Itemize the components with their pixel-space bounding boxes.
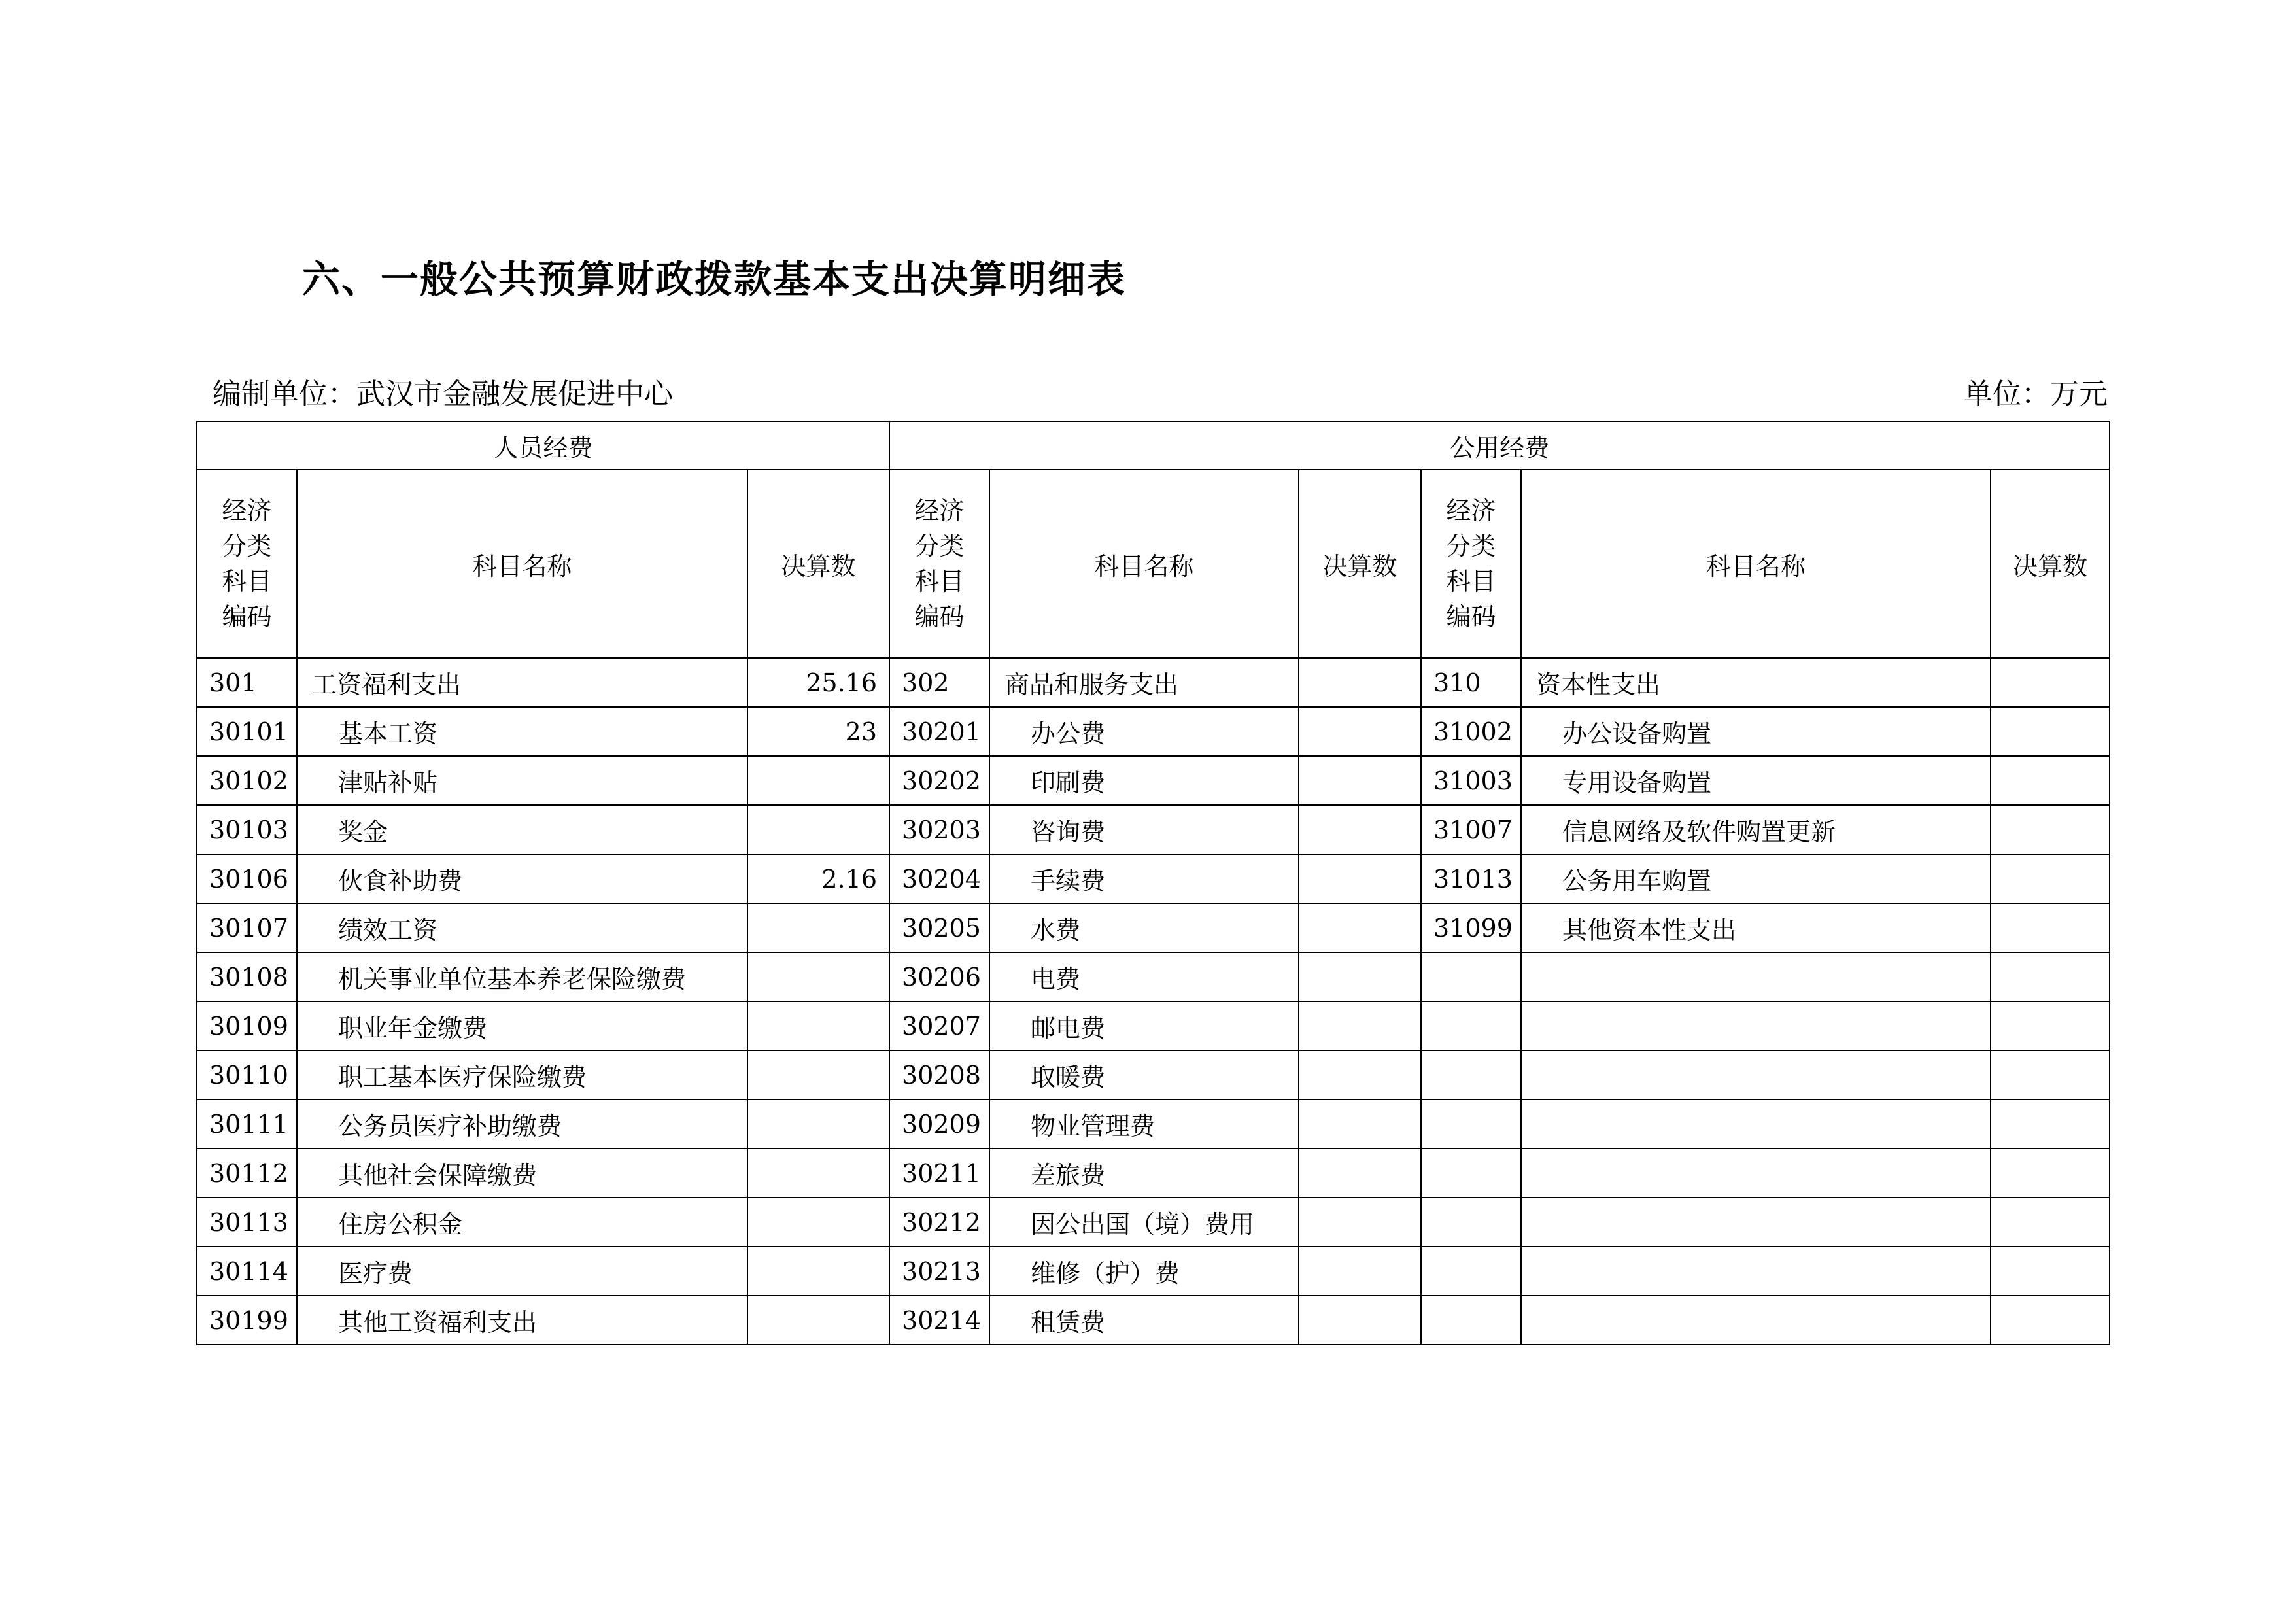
personnel-name-cell: 津贴补贴	[297, 756, 747, 805]
personnel-name-cell: 公务员医疗补助缴费	[297, 1099, 747, 1149]
goods-services-name-cell: 咨询费	[989, 805, 1299, 854]
table-row	[197, 707, 2110, 756]
personnel-amount-cell	[747, 1050, 889, 1099]
table-body	[197, 658, 2110, 1345]
personnel-name-cell: 机关事业单位基本养老保险缴费	[297, 952, 747, 1001]
capital-code-cell	[1421, 1247, 1521, 1296]
goods-services-amount-cell	[1299, 1296, 1421, 1345]
table-row	[197, 756, 2110, 805]
table-row	[197, 1198, 2110, 1247]
capital-name-cell: 资本性支出	[1521, 658, 1991, 707]
personnel-name-cell: 其他工资福利支出	[297, 1296, 747, 1345]
col-header-name: 科目名称	[297, 470, 747, 658]
personnel-amount-cell	[747, 952, 889, 1001]
personnel-code-cell: 30111	[197, 1099, 297, 1149]
goods-services-amount-cell	[1299, 1001, 1421, 1050]
capital-name-cell: 其他资本性支出	[1521, 903, 1991, 952]
table-row	[197, 1050, 2110, 1099]
capital-code-cell: 31002	[1421, 707, 1521, 756]
capital-amount-cell	[1991, 1149, 2110, 1198]
capital-amount-cell	[1991, 756, 2110, 805]
personnel-code-cell: 301	[197, 658, 297, 707]
personnel-name-cell: 工资福利支出	[297, 658, 747, 707]
personnel-name-cell: 其他社会保障缴费	[297, 1149, 747, 1198]
goods-services-name-cell: 维修（护）费	[989, 1247, 1299, 1296]
goods-services-amount-cell	[1299, 1198, 1421, 1247]
col-header-amount: 决算数	[1299, 470, 1421, 658]
capital-amount-cell	[1991, 1099, 2110, 1149]
capital-code-cell	[1421, 1149, 1521, 1198]
goods-services-name-cell: 印刷费	[989, 756, 1299, 805]
personnel-code-cell: 30113	[197, 1198, 297, 1247]
column-header-row	[197, 470, 2110, 658]
table-row	[197, 854, 2110, 903]
page-title: 六、一般公共预算财政拨款基本支出决算明细表	[302, 257, 1127, 302]
goods-services-name-cell: 邮电费	[989, 1001, 1299, 1050]
group-header-row	[197, 421, 2110, 470]
personnel-code-cell: 30103	[197, 805, 297, 854]
col-header-code: 经济 分类 科目 编码	[889, 470, 989, 658]
goods-services-amount-cell	[1299, 756, 1421, 805]
col-header-amount: 决算数	[1991, 470, 2110, 658]
capital-amount-cell	[1991, 952, 2110, 1001]
capital-code-cell: 31007	[1421, 805, 1521, 854]
col-header-name: 科目名称	[989, 470, 1299, 658]
goods-services-code-cell: 30212	[889, 1198, 989, 1247]
table-row	[197, 1149, 2110, 1198]
goods-services-code-cell: 30208	[889, 1050, 989, 1099]
personnel-name-cell: 伙食补助费	[297, 854, 747, 903]
col-header-code: 经济 分类 科目 编码	[197, 470, 297, 658]
personnel-amount-cell: 23	[747, 707, 889, 756]
personnel-code-cell: 30199	[197, 1296, 297, 1345]
compiling-unit: 编制单位：武汉市金融发展促进中心	[213, 377, 673, 411]
goods-services-code-cell: 30205	[889, 903, 989, 952]
capital-amount-cell	[1991, 1247, 2110, 1296]
capital-code-cell	[1421, 1001, 1521, 1050]
goods-services-code-cell: 30213	[889, 1247, 989, 1296]
goods-services-code-cell: 30211	[889, 1149, 989, 1198]
goods-services-name-cell: 租赁费	[989, 1296, 1299, 1345]
capital-code-cell	[1421, 1050, 1521, 1099]
goods-services-name-cell: 办公费	[989, 707, 1299, 756]
goods-services-code-cell: 30203	[889, 805, 989, 854]
goods-services-code-cell: 30207	[889, 1001, 989, 1050]
goods-services-name-cell: 水费	[989, 903, 1299, 952]
capital-name-cell	[1521, 1099, 1991, 1149]
capital-code-cell	[1421, 1296, 1521, 1345]
capital-amount-cell	[1991, 854, 2110, 903]
capital-amount-cell	[1991, 658, 2110, 707]
capital-code-cell: 310	[1421, 658, 1521, 707]
goods-services-name-cell: 差旅费	[989, 1149, 1299, 1198]
capital-amount-cell	[1991, 805, 2110, 854]
capital-name-cell: 办公设备购置	[1521, 707, 1991, 756]
personnel-code-cell: 30114	[197, 1247, 297, 1296]
goods-services-name-cell: 商品和服务支出	[989, 658, 1299, 707]
personnel-amount-cell	[747, 1247, 889, 1296]
capital-amount-cell	[1991, 707, 2110, 756]
personnel-name-cell: 绩效工资	[297, 903, 747, 952]
table-row	[197, 1099, 2110, 1149]
personnel-amount-cell	[747, 1001, 889, 1050]
goods-services-amount-cell	[1299, 658, 1421, 707]
personnel-amount-cell	[747, 1099, 889, 1149]
personnel-code-cell: 30108	[197, 952, 297, 1001]
goods-services-code-cell: 30209	[889, 1099, 989, 1149]
goods-services-amount-cell	[1299, 854, 1421, 903]
table-row	[197, 1247, 2110, 1296]
goods-services-amount-cell	[1299, 1149, 1421, 1198]
personnel-name-cell: 职业年金缴费	[297, 1001, 747, 1050]
personnel-code-cell: 30110	[197, 1050, 297, 1099]
unit-of-measure: 单位：万元	[1964, 377, 2108, 411]
col-header-amount: 决算数	[747, 470, 889, 658]
table-row	[197, 658, 2110, 707]
personnel-code-cell: 30112	[197, 1149, 297, 1198]
goods-services-amount-cell	[1299, 707, 1421, 756]
group-public-header: 公用经费	[889, 421, 2110, 470]
goods-services-amount-cell	[1299, 1050, 1421, 1099]
capital-amount-cell	[1991, 1296, 2110, 1345]
personnel-amount-cell	[747, 1296, 889, 1345]
group-personnel-header: 人员经费	[197, 421, 889, 470]
goods-services-code-cell: 30202	[889, 756, 989, 805]
personnel-amount-cell: 25.16	[747, 658, 889, 707]
personnel-amount-cell	[747, 903, 889, 952]
capital-name-cell	[1521, 1198, 1991, 1247]
capital-amount-cell	[1991, 1198, 2110, 1247]
capital-name-cell	[1521, 1296, 1991, 1345]
personnel-name-cell: 基本工资	[297, 707, 747, 756]
personnel-amount-cell	[747, 1198, 889, 1247]
budget-detail-table	[196, 421, 2110, 1345]
table-row	[197, 903, 2110, 952]
goods-services-name-cell: 取暖费	[989, 1050, 1299, 1099]
capital-code-cell: 31013	[1421, 854, 1521, 903]
goods-services-amount-cell	[1299, 1099, 1421, 1149]
table-row	[197, 1001, 2110, 1050]
goods-services-name-cell: 物业管理费	[989, 1099, 1299, 1149]
capital-code-cell	[1421, 1198, 1521, 1247]
table-row	[197, 1296, 2110, 1345]
personnel-code-cell: 30101	[197, 707, 297, 756]
goods-services-name-cell: 电费	[989, 952, 1299, 1001]
table-row	[197, 805, 2110, 854]
goods-services-code-cell: 30214	[889, 1296, 989, 1345]
capital-name-cell	[1521, 1050, 1991, 1099]
personnel-amount-cell	[747, 1149, 889, 1198]
goods-services-code-cell: 30204	[889, 854, 989, 903]
capital-amount-cell	[1991, 1050, 2110, 1099]
goods-services-code-cell: 30206	[889, 952, 989, 1001]
capital-amount-cell	[1991, 903, 2110, 952]
personnel-code-cell: 30107	[197, 903, 297, 952]
capital-code-cell	[1421, 952, 1521, 1001]
goods-services-amount-cell	[1299, 1247, 1421, 1296]
goods-services-code-cell: 30201	[889, 707, 989, 756]
personnel-name-cell: 职工基本医疗保险缴费	[297, 1050, 747, 1099]
capital-name-cell: 公务用车购置	[1521, 854, 1991, 903]
capital-code-cell: 31003	[1421, 756, 1521, 805]
capital-name-cell: 信息网络及软件购置更新	[1521, 805, 1991, 854]
capital-name-cell	[1521, 952, 1991, 1001]
goods-services-amount-cell	[1299, 903, 1421, 952]
goods-services-amount-cell	[1299, 952, 1421, 1001]
table-row	[197, 952, 2110, 1001]
capital-name-cell	[1521, 1001, 1991, 1050]
capital-amount-cell	[1991, 1001, 2110, 1050]
goods-services-code-cell: 302	[889, 658, 989, 707]
capital-name-cell	[1521, 1149, 1991, 1198]
goods-services-name-cell: 因公出国（境）费用	[989, 1198, 1299, 1247]
col-header-code: 经济 分类 科目 编码	[1421, 470, 1521, 658]
personnel-code-cell: 30109	[197, 1001, 297, 1050]
capital-name-cell: 专用设备购置	[1521, 756, 1991, 805]
personnel-amount-cell	[747, 756, 889, 805]
capital-code-cell: 31099	[1421, 903, 1521, 952]
personnel-name-cell: 住房公积金	[297, 1198, 747, 1247]
personnel-amount-cell: 2.16	[747, 854, 889, 903]
capital-code-cell	[1421, 1099, 1521, 1149]
personnel-name-cell: 医疗费	[297, 1247, 747, 1296]
personnel-code-cell: 30102	[197, 756, 297, 805]
personnel-code-cell: 30106	[197, 854, 297, 903]
goods-services-amount-cell	[1299, 805, 1421, 854]
personnel-name-cell: 奖金	[297, 805, 747, 854]
capital-name-cell	[1521, 1247, 1991, 1296]
goods-services-name-cell: 手续费	[989, 854, 1299, 903]
personnel-amount-cell	[747, 805, 889, 854]
col-header-name: 科目名称	[1521, 470, 1991, 658]
